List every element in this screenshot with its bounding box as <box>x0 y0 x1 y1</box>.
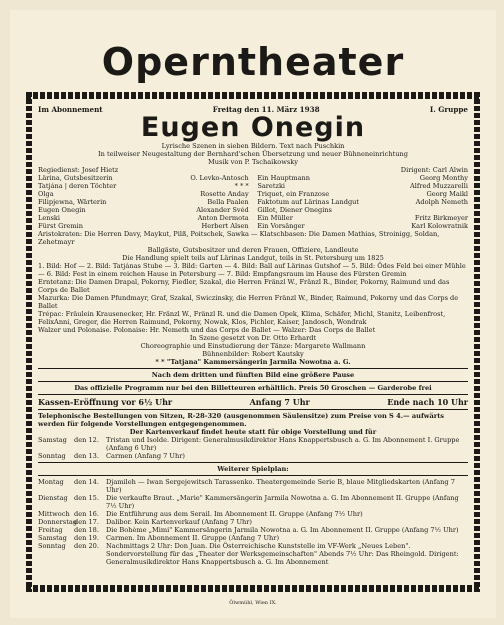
scene-list: 1. Bild: Hof — 2. Bild: Tatjánas Stube — 3. Bild: Garten — 4. Bild: Ball auf Lärinas Gutshof — 5. Bild: Ödes Feld bei einer Mühle — 6. Bild: Fest in einem reichen Hause in Petersburg — 7. Bild: Empfangsraum im Hause des Fürsten Gremin <box>38 262 466 278</box>
choreography-credit: Choreographie und Einstudierung der Tänze: Margarete Wallmann <box>140 342 366 350</box>
schedule-text: Dalibor. Kein Kartenverkauf (Anfang 7 Uhr) <box>106 518 252 526</box>
schedule-list <box>38 478 468 566</box>
aristocrats-credit: Aristokraten: Die Herren Davy, Maykut, Pilß, Poitschek, Sawka — Klatschbasen: Die Damen Mathias, Stroinigg, Soldan, Zehetmayr <box>38 230 440 246</box>
stage-manager: Regiedienst: Josef Hietz <box>38 166 119 174</box>
program-note: Das offizielle Programm nur bei den Billetteuren erhältlich. Preis 50 Groschen — Garderobe frei <box>74 384 432 392</box>
guest-singer-note: * * "Tatjana" Kammersängerin Jarmila Nowotna a. G. <box>155 358 351 366</box>
schedule-today <box>38 436 468 460</box>
start-time: Anfang 7 Uhr <box>249 397 310 407</box>
opera-title: Eugen Onegin <box>140 112 366 143</box>
schedule-text: Die Bohème „Mimi" Kammersängerin Jarmila Nowotna a. G. Im Abonnement II. Gruppe (Anfang 7½ Uhr) <box>106 526 459 534</box>
schedule-date: den 15. <box>74 494 99 502</box>
schedule-date: den 16. <box>74 510 99 518</box>
frame-border-left <box>26 92 32 592</box>
cast-row: Ein Hauptmann Georg Monthy <box>257 174 468 182</box>
schedule-text: Nachmittags 2 Uhr: Don Juan. Die Österreichische Kunststelle im VF-Werk „Neues Leben". Sondervorstellung für das „Theater der Werksgemeinschaften" Abends 7½ Uhr: Das Rheingold. Dirigent: Generalmusikdirektor Hans Knappertsbusch a. G. Im Abonnement <box>106 542 459 566</box>
composer: Musik von P. Tschaikowsky <box>208 158 298 166</box>
divider <box>38 381 468 382</box>
schedule-day: Donnerstag <box>38 518 77 526</box>
cast-row: Olga Rosette Anday <box>38 190 249 198</box>
cast-row: Lenski Anton Dermota <box>38 214 249 222</box>
conductor: Dirigent: Carl Alwin <box>400 166 468 174</box>
poster-frame <box>26 92 480 592</box>
subscription-label: Im Abonnement <box>38 105 103 114</box>
cast-row: Filipjewna, Wärterin Bella Paalen <box>38 198 249 206</box>
schedule-day: Montag <box>38 478 64 486</box>
divider <box>38 368 468 369</box>
cast-row: Lärina, Gutsbesitzerin O. Levko-Antosch <box>38 174 249 182</box>
page-title: Operntheater <box>101 40 405 84</box>
schedule-text: Carmen (Anfang 7 Uhr) <box>106 452 185 460</box>
schedule-day: Freitag <box>38 526 63 534</box>
cast-row: Tatjána | deren Töchter * * * <box>38 182 249 190</box>
schedule-text: Die Entführung aus dem Serail. Im Abonnement II. Gruppe (Anfang 7½ Uhr) <box>106 510 363 518</box>
schedule-day: Sonntag <box>38 452 66 460</box>
divider <box>38 394 468 395</box>
cast-row: Faktotum auf Lärinas Landgut Adolph Nemeth <box>257 198 468 206</box>
divider <box>38 462 468 463</box>
cast-row: Fürst Gremin Herbert Alsen <box>38 222 249 230</box>
end-time: Ende nach 10 Uhr <box>387 397 468 407</box>
frame-border-right <box>474 92 480 592</box>
schedule-date: den 20. <box>74 542 99 550</box>
cast-row: Saretzki Alfred Muzzarelli <box>257 182 468 190</box>
frame-border-top <box>26 92 480 99</box>
cast-column-right <box>257 174 468 230</box>
cast-row: Triquet, ein Franzose Georg Maikl <box>257 190 468 198</box>
printer-imprint: Ölwmühl, Wien IX. <box>229 600 277 606</box>
schedule-text: Die verkaufte Braut. „Marie" Kammersängerin Jarmila Nowotna a. G. Im Abonnement II. Gruppe (Anfang 7½ Uhr) <box>106 494 459 510</box>
times-row <box>38 397 468 407</box>
schedule-text: Tristan und Isolde. Dirigent: Generalmusikdirektor Hans Knappertsbusch a. G. Im Abonnement I. Gruppe (Anfang 6 Uhr) <box>106 436 460 452</box>
schedule-date: den 14. <box>74 478 99 486</box>
direction-row <box>38 166 468 174</box>
schedule-day: Sonntag <box>38 542 66 550</box>
harvest-dance-credit: Erntetanz: Die Damen Drapal, Pokorny, Fiedler, Szakal, die Herren Fränzl W., Fränzl R., Binder, Pokorny, Raimund und das Corps de Ballet <box>38 278 450 294</box>
trepac-credit: Trépac: Fräulein Krausenecker, Hr. Fränzl W., Fränzl R. und die Damen Opek, Klima, Schäfer, Michl, Stanitz, Leibenfrost, FelixAnni, Greger, die Herren Raimund, Pokorny, Nowak, Klos, Pichler, Kaiser, Jandosch, Wondrak <box>38 310 446 326</box>
staging-credit: In Szene gesetzt von Dr. Otto Erhardt <box>189 334 317 342</box>
cast-row: Ein Vorsänger Karl Kolowratnik <box>257 222 468 230</box>
schedule-date: den 13. <box>74 452 99 460</box>
divider <box>38 475 468 476</box>
cast-column-left <box>38 174 249 230</box>
stage-design-credit: Bühnenbilder: Robert Kautsky <box>202 350 304 358</box>
mazurka-credit: Mazurka: Die Damen Pfundmayr, Graf, Szakal, Swiczinsky, die Herren Fränzl W., Binder, Raimund, Pokorny und das Corps de Ballet <box>38 294 459 310</box>
schedule-date: den 19. <box>74 534 99 542</box>
opera-subtitle: Lyrische Szenen in sieben Bildern. Text nach Puschkin <box>161 142 345 150</box>
schedule-text: Carmen. Im Abonnement II. Gruppe (Anfang 7 Uhr) <box>106 534 280 542</box>
schedule-day: Dienstag <box>38 494 68 502</box>
ball-guests: Ballgäste, Gutsbesitzer und deren Frauen, Offiziere, Landleute <box>147 246 359 254</box>
translation-note: In teilweiser Neugestaltung der Bernhard'schen Übersetzung und neuer Bühneneinrichtung <box>98 150 408 158</box>
schedule-day: Samstag <box>38 534 67 542</box>
further-schedule-heading: Weiterer Spielplan: <box>217 465 289 473</box>
setting-note: Die Handlung spielt teils auf Lärinas Landgut, teils in St. Petersburg um 1825 <box>122 254 384 262</box>
intermission-note: Nach dem dritten und fünften Bild eine größere Pause <box>151 371 355 379</box>
frame-border-bottom <box>26 585 480 592</box>
cast-list <box>38 174 468 230</box>
cast-row: Ein Müller Fritz Birkmeyer <box>257 214 468 222</box>
cast-row: Gillot, Diener Onegins <box>257 206 332 214</box>
poster-sheet <box>10 10 496 618</box>
poster-content <box>38 106 468 580</box>
schedule-date: den 12. <box>74 436 99 444</box>
group-label: I. Gruppe <box>429 105 468 114</box>
schedule-date: den 18. <box>74 526 99 534</box>
schedule-day: Samstag <box>38 436 67 444</box>
performance-date: Freitag den 11. März 1938 <box>212 105 320 114</box>
schedule-date: den 17. <box>74 518 99 526</box>
waltz-credit: Walzer und Polonaise. Polonaise: Hr. Nemeth und das Corps de Ballet — Walzer: Das Corps de Ballet <box>38 326 376 334</box>
box-office-opening: Kassen-Eröffnung vor 6½ Uhr <box>38 397 173 407</box>
schedule-text: Djamileh — Iwan Sergejewitsch Tarassenko. Theatergemeinde Serie B, blaue Mitgliedskarten (Anfang 7 Uhr) <box>106 478 455 494</box>
divider <box>38 409 468 410</box>
phone-booking-note: Telephonische Bestellungen von Sitzen, R-28-320 (ausgenommen Säulensitze) zum Preise von S 4.— aufwärts werden für folgende Vorstellungen entgegengenommen. <box>38 412 444 428</box>
ticket-sale-note: Der Kartenverkauf findet heute statt für obige Vorstellung und für <box>129 428 377 436</box>
schedule-day: Mittwoch <box>38 510 70 518</box>
cast-row: Eugen Onegin Alexander Svéd <box>38 206 249 214</box>
